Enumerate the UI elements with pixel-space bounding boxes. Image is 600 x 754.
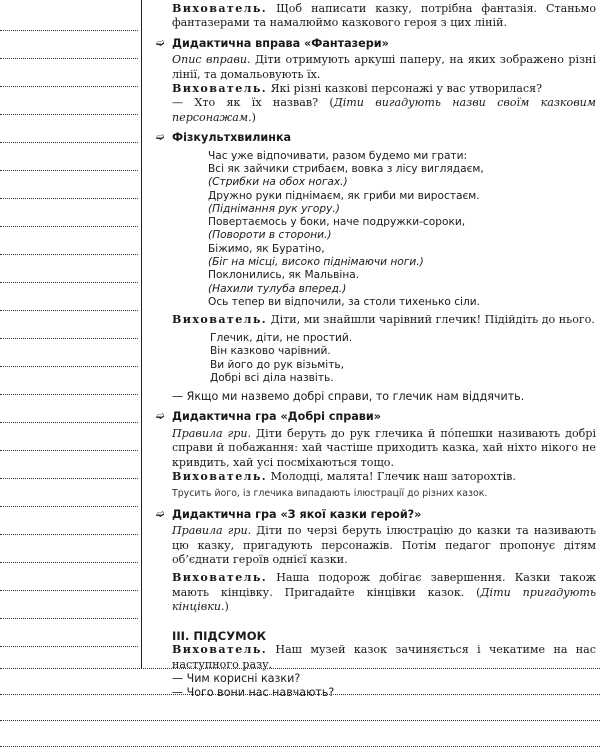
lesson-text bbox=[156, 2, 597, 701]
activity-heading bbox=[156, 410, 596, 424]
speaker-label: Вихователь. bbox=[172, 82, 268, 96]
paragraph bbox=[172, 643, 596, 672]
margin-line bbox=[0, 618, 138, 619]
paragraph bbox=[172, 2, 596, 31]
speaker-label: Вихователь. bbox=[172, 2, 268, 15]
activity-heading bbox=[156, 507, 596, 522]
margin-line bbox=[0, 254, 138, 255]
section-heading: ІІІ. ПІДСУМОК bbox=[172, 628, 267, 643]
double-arrow-icon: ➫︎ bbox=[156, 37, 165, 49]
paragraph-text: Діти беруть до рук глечика й по́пешки називають добрі справи й побажання: хай частіше приходить казка, хай ніхто нікого не кривдить, хай усі посміхаються тощо. bbox=[172, 426, 596, 469]
paragraph-text: Діти отримують аркуші паперу, на яких зображено різні лінії, та домальовують їх. bbox=[172, 53, 596, 81]
italic-label: Опис вправи. bbox=[172, 53, 251, 67]
poem-instruction: (Повороти в сторони.) bbox=[208, 229, 332, 242]
poem-instruction: (Стрибки на обох ногах.) bbox=[208, 176, 348, 189]
margin-line bbox=[0, 142, 138, 143]
margin-line bbox=[0, 590, 138, 591]
heading-text: Дидактична гра «Добрі справи» bbox=[172, 410, 381, 424]
paragraph bbox=[172, 571, 596, 614]
jug-poem bbox=[210, 332, 596, 386]
double-arrow-icon: ➫︎ bbox=[156, 411, 165, 423]
poem-line: Глечик, діти, не простий. bbox=[210, 331, 353, 344]
margin-line bbox=[0, 450, 138, 451]
speaker-label: Вихователь. bbox=[172, 643, 268, 657]
question: — Чим корисні казки? bbox=[172, 671, 301, 685]
poem-line: Повертаємось у боки, наче подружки-сороки, bbox=[208, 216, 466, 229]
poem-line: Він казково чарівний. bbox=[210, 345, 331, 358]
margin-line bbox=[0, 30, 138, 31]
activity-heading bbox=[156, 131, 596, 145]
poem-instruction: (Біг на місці, високо піднімаючи ноги.) bbox=[208, 256, 424, 269]
stage-note: Трусить його, із глечика випадають ілюстрації до різних казок. bbox=[172, 488, 488, 500]
margin-line bbox=[0, 282, 138, 283]
poem-line: Всі як зайчики стрибаєм, вовка з лісу виглядаєм, bbox=[208, 162, 484, 175]
poem-instruction: (Піднімання рук угору.) bbox=[208, 202, 340, 215]
paragraph-text: Щоб написати казку, потрібна фантазія. Станьмо фантазерами та намалюймо казкового героя з цих ліній. bbox=[172, 2, 596, 30]
paragraph-text: ) bbox=[251, 110, 256, 124]
paragraph-text: Наша подорож добігає завершення. Казки також мають кінцівку. Пригадайте кінцівки казок. ( bbox=[172, 571, 596, 599]
double-arrow-icon: ➫︎ bbox=[156, 132, 165, 144]
heading-text: Дидактична гра «З якої казки герой?» bbox=[172, 507, 422, 521]
margin-line bbox=[0, 226, 138, 227]
paragraph-text: Діти, ми знайшли чарівний глечик! Підійдіть до нього. bbox=[267, 313, 595, 327]
paragraph bbox=[172, 82, 596, 96]
poem-line: Біжимо, як Буратіно, bbox=[208, 242, 325, 255]
italic-label: Правила гри. bbox=[172, 524, 252, 538]
margin-note-lines bbox=[0, 0, 140, 660]
poem-line: Поклонились, як Мальвіна. bbox=[208, 269, 360, 282]
poem-line: Час уже відпочивати, разом будемо ми грати: bbox=[208, 149, 468, 162]
italic-label: Правила гри. bbox=[172, 426, 252, 440]
paragraph-text: Молодці, малята! Глечик наш заторохтів. bbox=[267, 470, 516, 484]
margin-line bbox=[0, 58, 138, 59]
paragraph-text: Діти по черзі беруть ілюстрацію до казки та називають цю казку, пригадують персонажів. Потім педагог пропонує дітям об’єднати героїв однієї казки. bbox=[172, 524, 596, 567]
paragraph bbox=[172, 96, 596, 125]
poem-line: Ви його до рук візьміть, bbox=[210, 358, 345, 371]
margin-divider bbox=[141, 0, 142, 668]
margin-line bbox=[0, 394, 138, 395]
margin-line bbox=[0, 170, 138, 171]
question: — Чого вони нас навчають? bbox=[172, 686, 335, 700]
speaker-label: Вихователь. bbox=[172, 571, 268, 585]
paragraph-text: .) bbox=[221, 600, 229, 614]
heading-text: Фізкультхвилинка bbox=[172, 131, 292, 145]
margin-line bbox=[0, 310, 138, 311]
margin-line bbox=[0, 562, 138, 563]
margin-line bbox=[0, 422, 138, 423]
paragraph bbox=[172, 470, 596, 484]
margin-line bbox=[0, 534, 138, 535]
margin-line bbox=[0, 86, 138, 87]
paragraph-text: Які різні казкові персонажі у вас утворилася? bbox=[267, 82, 543, 96]
speaker-label: Вихователь. bbox=[172, 470, 268, 484]
paragraph bbox=[172, 53, 596, 82]
paragraph-text: Наш музей казок зачиняється і чекатиме на нас наступного разу. bbox=[172, 643, 596, 671]
paragraph bbox=[172, 313, 596, 327]
activity-heading bbox=[156, 36, 596, 51]
note-line bbox=[0, 746, 600, 747]
margin-line bbox=[0, 366, 138, 367]
margin-line bbox=[0, 338, 138, 339]
poem-line: Дружно руки піднімаєм, як гриби ми виростаєм. bbox=[208, 189, 480, 202]
paragraph bbox=[172, 524, 596, 567]
paragraph bbox=[172, 427, 596, 470]
exercise-poem bbox=[208, 150, 596, 310]
margin-line bbox=[0, 198, 138, 199]
poem-line: Добрі всі діла назвіть. bbox=[210, 372, 334, 385]
margin-line bbox=[0, 478, 138, 479]
italic-text: Діти пригадують кінцівки bbox=[172, 585, 596, 614]
note-line bbox=[0, 720, 600, 721]
margin-line bbox=[0, 646, 138, 647]
paragraph-text: — Хто як їх назвав? ( bbox=[172, 96, 334, 110]
poem-instruction: (Нахили тулуба вперед.) bbox=[208, 282, 347, 295]
speaker-label: Вихователь. bbox=[172, 313, 268, 327]
italic-text: Діти вигадують назви своїм казковим персонажам. bbox=[172, 96, 597, 124]
margin-line bbox=[0, 506, 138, 507]
margin-line bbox=[0, 114, 138, 115]
poem-line: Ось тепер ви відпочили, за столи тихенько сіли. bbox=[208, 295, 480, 308]
double-arrow-icon: ➫︎ bbox=[156, 508, 165, 520]
heading-text: Дидактична вправа «Фантазери» bbox=[172, 36, 389, 50]
paragraph: — Якщо ми назвемо добрі справи, то глечик нам віддячить. bbox=[172, 390, 525, 403]
